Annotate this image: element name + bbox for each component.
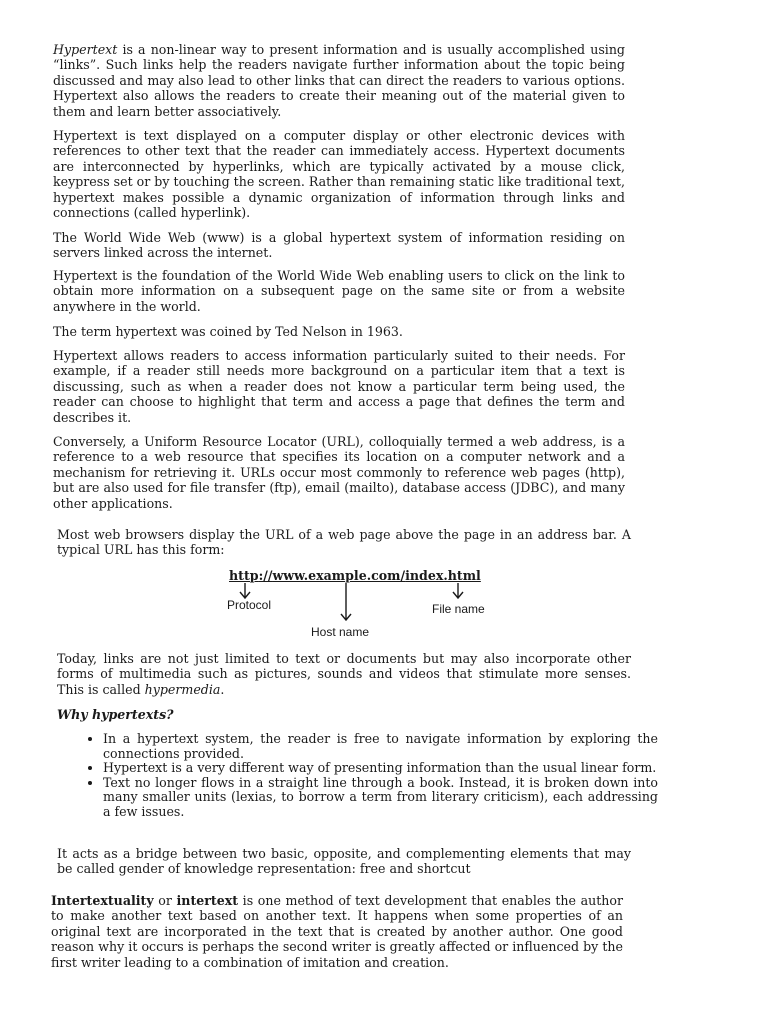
term-intertextuality: Intertextuality (51, 893, 154, 908)
list-item: • In a hypertext system, the reader is free to navigate information by exploring the connections provided. (103, 732, 658, 761)
term-hypertext: Hypertext (53, 42, 118, 57)
paragraph-www: The World Wide Web (www) is a global hypertext system of information residing on servers linked across the internet. (53, 230, 625, 261)
paragraph-text: is a non-linear way to present information and is usually accomplished using “links”. Such links help the readers navigate further information about the topic being discussed and may also lead to other links that can direct the readers to various options. Hypertext also allows the readers to create their meaning out of the material given to them and learn better associatively. (53, 42, 625, 119)
url-protocol: http (229, 568, 259, 583)
paragraph-text: . (220, 681, 225, 697)
example-url (229, 568, 481, 583)
paragraph-text: is one method of text development that enables the author to make another text based on another text. It happens when some properties of an original text are incorporated in the text that is created by another author. One good reason why it occurs is perhaps the second writer is greatly affected or influenced by the first writer leading to a combination of imitation and creation. (51, 893, 623, 970)
section-heading-why-hypertexts: Why hypertexts? (57, 707, 174, 722)
paragraph-address-bar: Most web browsers display the URL of a web page above the page in an address bar. A typical URL has this form: (57, 527, 631, 558)
url-host: www.example.com (272, 568, 401, 583)
paragraph-url: Conversely, a Uniform Resource Locator (URL), colloquially termed a web address, is a reference to a web resource that specifies its location on a computer network and a mechanism for retrieving it. URLs occur most commonly to reference web pages (http), but are also used for file transfer (ftp), email (mailto), database access (JDBC), and many other applications. (53, 434, 625, 511)
url-file: index.html (405, 568, 481, 583)
paragraph-text: Today, links are not just limited to text or documents but may also incorporate other forms of multimedia such as pictures, sounds and videos that stimulate more senses. This is called (57, 651, 631, 697)
url-separator: :// (258, 568, 273, 583)
label-host-name: Host name (311, 625, 370, 639)
url-separator: / (400, 568, 406, 583)
list-item: • Hypertext is a very different way of presenting information than the usual linear form. (103, 761, 658, 776)
term-hypermedia: hypermedia (144, 681, 221, 697)
paragraph-ted-nelson: The term hypertext was coined by Ted Nelson in 1963. (53, 324, 403, 339)
file-arrow-icon (449, 582, 467, 600)
paragraph-foundation: Hypertext is the foundation of the World Wide Web enabling users to click on the link to obtain more information on a subsequent page on the same site or from a website anywhere in the world. (53, 268, 625, 314)
host-arrow-icon (337, 582, 355, 622)
label-protocol: Protocol (227, 598, 272, 612)
paragraph-reader-needs: Hypertext allows readers to access information particularly suited to their needs. For example, if a reader still needs more background on a particular item that a text is discussing, such as when a reader does not know a particular term being used, the reader can choose to highlight that term and access a page that defines the term and describes it. (53, 348, 625, 425)
paragraph-hypertext-display: Hypertext is text displayed on a computer display or other electronic devices with references to other text that the reader can immediately access. Hypertext documents are interconnected by hyperlinks, which are typically activated by a mouse click, keypress set or by touching the screen. Rather than remaining static like traditional text, hypertext makes possible a dynamic organization of information through links and connections (called hyperlink). (53, 128, 625, 221)
paragraph-intertextuality (51, 893, 623, 970)
paragraph-bridge: It acts as a bridge between two basic, opposite, and complementing elements that may be called gender of knowledge representation: free and shortcut (57, 846, 631, 877)
why-hypertexts-list (76, 732, 658, 820)
list-item: • Text no longer flows in a straight line through a book. Instead, it is broken down into many smaller units (lexias, to borrow a term from literary criticism), each addressing a few issues. (103, 776, 658, 820)
paragraph-hypermedia (57, 651, 631, 697)
label-file-name: File name (432, 602, 485, 616)
term-intertext: intertext (176, 893, 239, 908)
paragraph-text: or (153, 893, 177, 908)
